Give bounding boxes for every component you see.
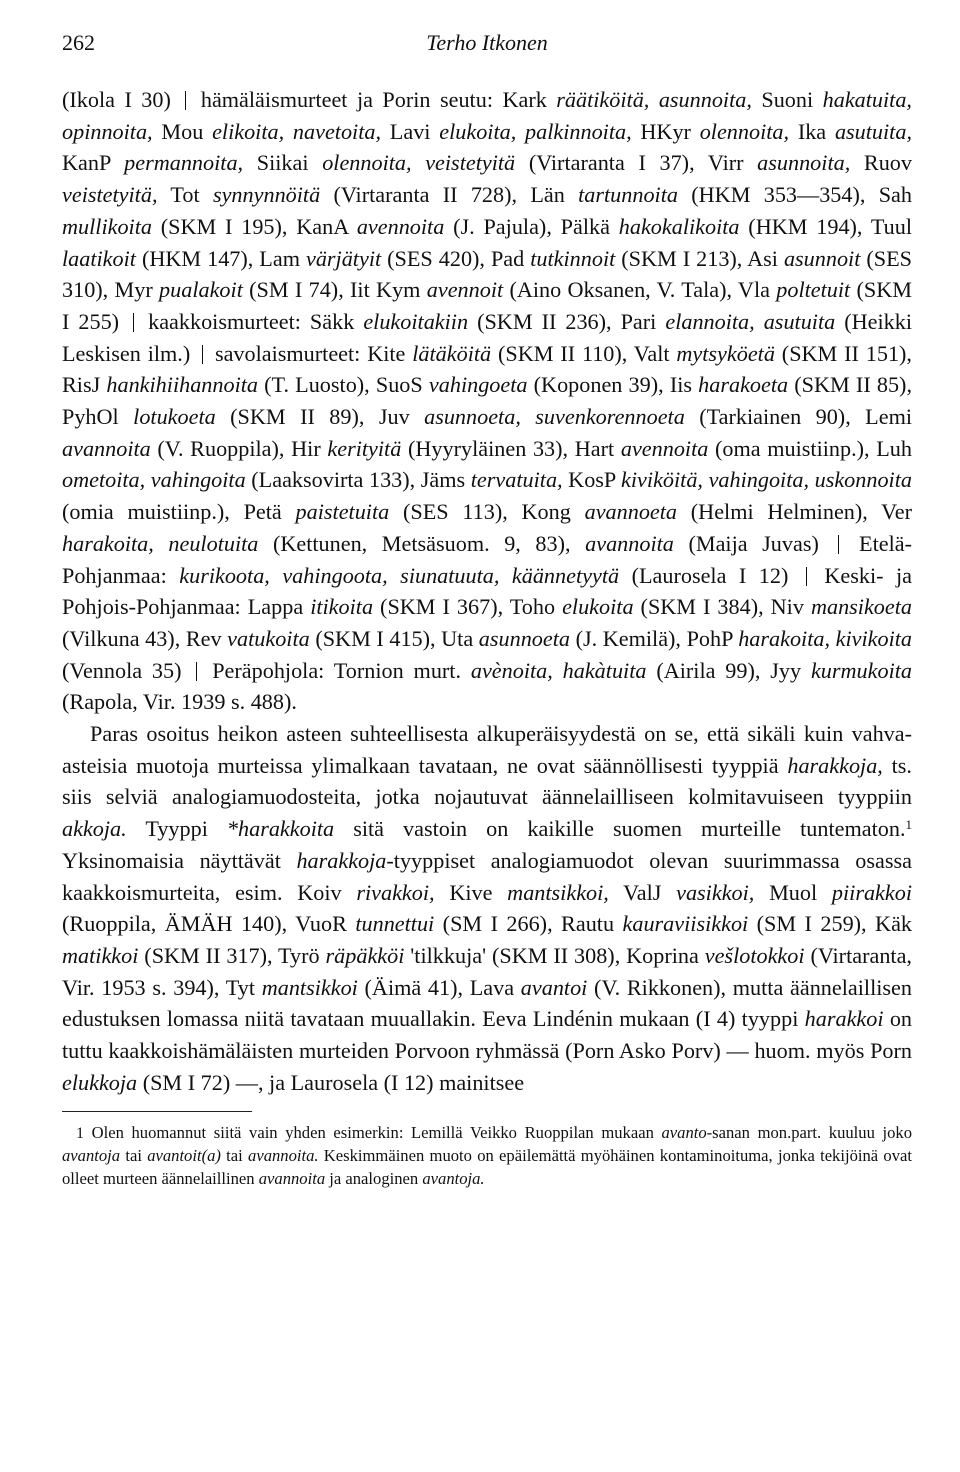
text-run: on tuttu kaakkoishämäläisten murteiden Porvoon ryhmässä (Porn Asko Porv) — huom. myös Porn (62, 1006, 913, 1064)
text-run: ja analoginen (325, 1168, 423, 1188)
page-header (62, 0, 912, 58)
italic-term: kiviköitä, vahingoita, uskonnoita (621, 467, 912, 493)
italic-term: tervatuita, (470, 467, 563, 493)
italic-term: piirakkoi (831, 879, 912, 905)
text-run: (Virtaranta I 37), Virr (515, 150, 758, 176)
footnote-text (62, 1123, 912, 1188)
text-run: (SKM I 195), KanA (151, 213, 357, 239)
text-run: (HKM 147), Lam (135, 245, 306, 271)
text-run: (Äimä 41), Lava (357, 974, 521, 1000)
text-run: (Kettunen, Metsäsuom. 9, 83), (258, 530, 586, 556)
text-run: (Vilkuna 43), Rev (62, 625, 228, 651)
text-run: Peräpohjola: Tornion murt. (202, 657, 471, 683)
text-run: tai (120, 1146, 148, 1165)
dialect-separator (196, 662, 197, 681)
italic-term: veistetyitä, (62, 182, 158, 208)
text-run: (SM I 266), Rautu (434, 911, 623, 937)
text-run: (Maija Juvas) (673, 530, 834, 556)
italic-term: kauraviisikkoi (622, 911, 749, 937)
italic-term: matikkoi (62, 942, 139, 968)
italic-term: värjätyit (305, 245, 382, 271)
text-run: ValJ (608, 879, 677, 905)
italic-term: avantoit(a) (147, 1146, 221, 1165)
text-run: (Heikki Leskisen ilm.) (62, 308, 913, 366)
italic-term: hankihiihannoita (106, 372, 258, 398)
text-run: (Virtaranta, Vir. 1953 s. 394), Tyt (62, 942, 912, 1000)
text-run: (SKM II 110), Valt (491, 340, 677, 366)
text-run: Paras osoitus heikon asteen suhteellisesta alkuperäisyydestä on se, että sikäli kuin vahva-asteisia muotoja murteissa ylimalkaan tavataan, ne ovat säännöllisesti tyyppiä (62, 721, 912, 778)
italic-term: elukoita, palkinnoita, (439, 118, 632, 144)
body-text (62, 84, 912, 1099)
text-run: Mou (152, 118, 213, 144)
italic-term: asutuita, (834, 118, 912, 144)
text-run: -sanan mon.part. kuuluu joko (706, 1122, 912, 1142)
italic-term: paistetuita (295, 499, 390, 525)
italic-term: vasikkoi, (676, 879, 755, 905)
italic-term: avennoita (356, 213, 445, 239)
text-run: (SKM II 236), Pari (468, 308, 666, 334)
italic-term: mytsyköetä (676, 340, 775, 366)
text-run: (Vennola 35) (62, 657, 192, 683)
italic-term: vahingoeta (428, 372, 528, 398)
text-run: (SKM I 384), Niv (633, 594, 811, 620)
dialect-separator (806, 567, 807, 586)
italic-term: harakoita, neulotuita (62, 530, 259, 556)
italic-term: avannoita (585, 530, 674, 556)
text-run: (Laurosela I 12) (619, 562, 801, 588)
text-run: (SES 420), Pad (381, 245, 531, 271)
italic-term: kerityitä (327, 435, 402, 461)
text-run: (HKM 353—354), Sah (677, 182, 912, 208)
text-run: -tyyppiset analogiamuodot olevan suurimmassa osassa kaakkoismurteita, esim. Koiv (62, 847, 912, 905)
text-run: (Helmi Helminen), Ver (677, 499, 912, 525)
text-run: (Ruoppila, ÄMÄH 140), VuoR (62, 911, 356, 937)
italic-term: olennoita, (699, 118, 790, 144)
dialect-separator (133, 313, 134, 332)
text-run: Ruov (850, 150, 912, 176)
italic-term: ometoita, vahingoita (62, 467, 246, 493)
text-run: Ika (789, 118, 835, 144)
text-run: Kive (434, 879, 508, 905)
italic-term: avanto (661, 1122, 707, 1142)
text-run: (SKM II 151), RisJ (62, 340, 912, 398)
italic-term: avènoita, hakàtuita (470, 657, 647, 683)
italic-term: elukkoja (62, 1069, 138, 1095)
text-run: Suoni (751, 87, 823, 112)
text-run: (Hyyryläinen 33), Hart (401, 435, 621, 461)
italic-term: harakkoja (296, 847, 387, 873)
text-run: (SES 310), Myr (62, 245, 913, 303)
italic-term: avannoita. (248, 1146, 319, 1165)
italic-term: asunnoeta, suvenkorennoeta (424, 404, 685, 430)
italic-term: avantoi (520, 974, 588, 1000)
text-run: KanP (62, 150, 125, 176)
italic-term: kurikoota, vahingoota, siunatuuta, käännetyytä (179, 562, 620, 588)
italic-term: harakkoi (804, 1006, 884, 1032)
italic-term: hakatuita, opinnoita, (62, 87, 912, 144)
text-run: (SKM I 213), Asi (615, 245, 784, 271)
italic-term: hakokalikoita (618, 213, 740, 239)
italic-term: pualakoit (159, 277, 243, 303)
text-run: (SM I 74), Iit Kym (242, 277, 427, 303)
text-run: (V. Ruoppila), Hir (150, 435, 328, 461)
text-run: (SKM I 255) (62, 277, 913, 334)
text-run: (SKM II 89), Juv (215, 404, 425, 430)
text-run: (SM I 259), Käk (748, 911, 913, 937)
text-run: (SES 113), Kong (389, 499, 585, 525)
italic-term: harakkoja, (787, 752, 883, 778)
italic-term: mullikoita (62, 213, 152, 239)
text-run: (Virtaranta II 728), Län (320, 182, 579, 208)
italic-term: rivakkoi, (356, 879, 435, 905)
italic-term: avantoja. (422, 1168, 485, 1188)
page-number: 262 (62, 30, 95, 55)
text-run: Keskimmäinen muoto on epäilemättä myöhäinen kontaminoituma, jonka tekijöinä ovat olleet murteen äännelaillinen (62, 1146, 912, 1188)
italic-term: *harakkoita (226, 816, 335, 842)
italic-term: elannoita, asutuita (665, 308, 836, 334)
italic-term: avannoita (62, 435, 151, 461)
italic-term: mantsikkoi, (507, 879, 609, 905)
text-run: (SKM I 367), Toho (373, 594, 563, 620)
italic-term: asunnoit (783, 245, 861, 271)
text-run: (SKM I 415), Uta (309, 625, 479, 651)
italic-term: tutkinnoit (530, 245, 616, 271)
italic-term: vatukoita (227, 625, 310, 651)
text-run: kaakkoismurteet: Säkk (139, 308, 364, 334)
italic-term: synnynnöitä (212, 182, 321, 208)
footnote-marker: 1 (76, 1124, 84, 1142)
italic-term: räätiköitä, asunnoita, (556, 87, 752, 112)
italic-term: poltetuit (776, 277, 851, 303)
text-run: (Koponen 39), Iis (527, 372, 699, 398)
paragraph (62, 718, 912, 1098)
italic-term: harakoita, kivikoita (738, 625, 913, 651)
text-run: (oma muistiinp.), Luh (708, 435, 912, 461)
dialect-separator (838, 535, 839, 554)
text-run: Etelä-Pohjanmaa: (62, 530, 912, 588)
text-run: tai (220, 1146, 249, 1165)
text-run: (Ikola I 30) (62, 87, 181, 112)
text-run: (SKM II 317), Tyrö (138, 942, 326, 968)
text-run: Siikai (243, 150, 323, 176)
paragraph (62, 84, 912, 718)
text-run: 'tilkkuja' (SKM II 308), Koprina (404, 942, 705, 968)
italic-term: harakoeta (698, 372, 789, 398)
dialect-separator (185, 91, 186, 110)
text-run: Lavi (381, 118, 440, 144)
text-run: (T. Luosto), SuoS (258, 372, 429, 398)
italic-term: mansikoeta (810, 594, 913, 620)
footnote-divider (62, 1111, 252, 1112)
text-run: Olen huomannut siitä vain yhden esimerkin: Lemillä Veikko Ruoppilan mukaan (91, 1122, 662, 1142)
dialect-separator (202, 345, 203, 364)
italic-term: tartunnoita (578, 182, 678, 208)
text-run: (Laaksovirta 133), Jäms (245, 467, 471, 493)
italic-term: olennoita, veistetyitä (322, 150, 516, 176)
italic-term: mantsikkoi (261, 974, 358, 1000)
text-run: Tyyppi (126, 816, 227, 842)
italic-term: räpäkköi (325, 942, 405, 968)
italic-term: vešlotokkoi (704, 942, 805, 968)
text-run: (HKM 194), Tuul (739, 213, 912, 239)
italic-term: tunnettui (355, 911, 435, 937)
italic-term: kurmukoita (810, 657, 912, 683)
footnote-ref: 1 (905, 817, 912, 833)
italic-term: avantoja (62, 1146, 121, 1165)
text-run: (SKM II 85), PyhOl (62, 372, 912, 430)
text-run: HKyr (631, 118, 700, 144)
italic-term: permannoita, (124, 150, 244, 176)
italic-term: asunnoita, (757, 150, 851, 176)
text-run: (V. Rikkonen), mutta äännelaillisen edustuksen lomassa niitä tavataan muuallakin. Eeva Lindénin mukaan (I 4) tyyppi (62, 974, 912, 1032)
italic-term: avannoeta (584, 499, 678, 525)
italic-term: lotukoeta (133, 404, 216, 430)
text-run: (Rapola, Vir. 1939 s. 488). (62, 689, 297, 715)
italic-term: elukoitakiin (363, 308, 469, 334)
text-run: KosP (562, 467, 622, 493)
text-run: (omia muistiinp.), Petä (62, 499, 296, 525)
text-run: Keski- ja Pohjois-Pohjanmaa: Lappa (62, 562, 912, 620)
italic-term: elikoita, navetoita, (212, 118, 382, 144)
text-run: sitä vastoin on kaikille suomen murteille tuntematon. (334, 816, 906, 842)
text-run: (SM I 72) —, ja Laurosela (I 12) mainitsee (137, 1069, 525, 1095)
text-run: Tot (157, 182, 213, 208)
italic-term: elukoita (562, 594, 634, 620)
italic-term: lätäköitä (412, 340, 492, 366)
italic-term: avannoita (258, 1168, 326, 1188)
text-run: Muol (754, 879, 832, 905)
italic-term: asunnoeta (478, 625, 570, 651)
text-run: ts. siis selviä analogiamuodosteita, jotka nojautuvat äännelailliseen kolmitavuiseen tyyppiin (62, 752, 912, 810)
text-run: (J. Kemilä), PohP (570, 625, 739, 651)
text-run: (Airila 99), Jyy (646, 657, 811, 683)
italic-term: laatikoit (62, 245, 136, 271)
text-run: Yksinomaisia näyttävät (62, 847, 297, 873)
italic-term: akkoja. (62, 816, 127, 842)
running-head: Terho Itkonen (426, 30, 548, 55)
text-run: (Tarkiainen 90), Lemi (684, 404, 912, 430)
text-run: (J. Pajula), Pälkä (444, 213, 619, 239)
italic-term: avennoit (426, 277, 504, 303)
footnote (62, 1122, 912, 1191)
text-run: hämäläismurteet ja Porin seutu: Kark (191, 87, 557, 112)
italic-term: avennoita (620, 435, 709, 461)
text-run: savolaismurteet: Kite (208, 340, 413, 366)
text-run: (Aino Oksanen, V. Tala), Vla (503, 277, 777, 303)
italic-term: itikoita (310, 594, 374, 620)
